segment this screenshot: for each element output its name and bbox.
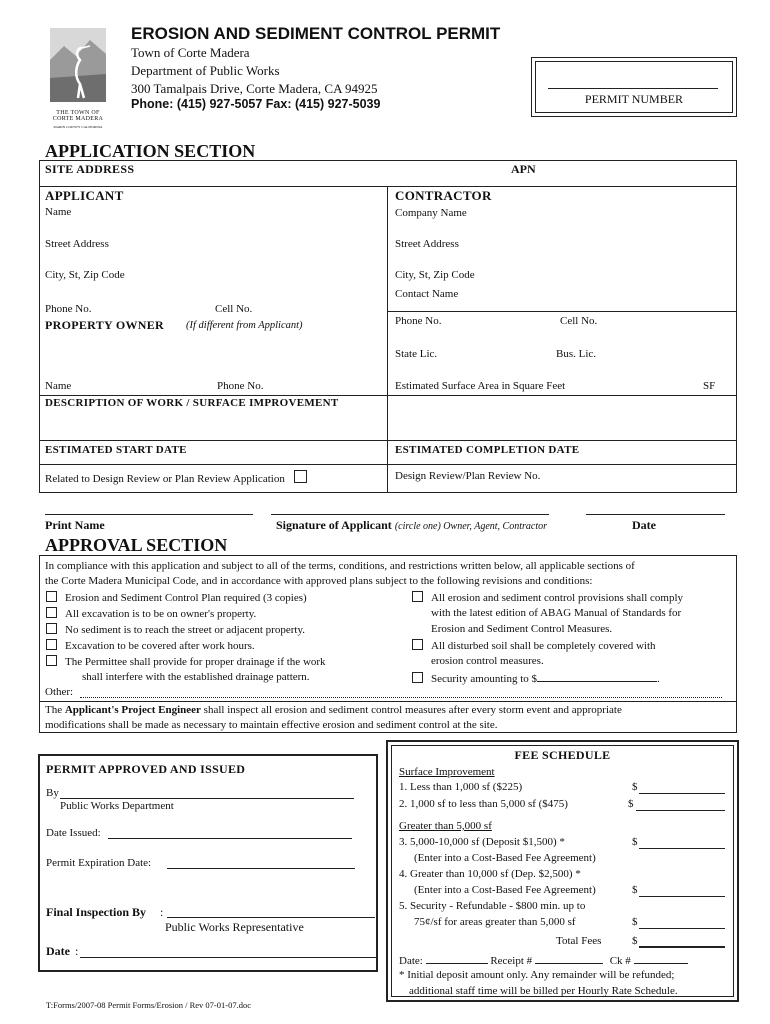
security-amount-field[interactable] [537, 671, 657, 682]
permit-number-box[interactable] [531, 57, 737, 117]
applicant-phone-label[interactable]: Phone No. [45, 303, 92, 315]
engineer-statement-2: modifications shall be made as necessary to maintain effective erosion and sediment control at the site. [45, 719, 498, 731]
apn-label[interactable]: APN [511, 162, 536, 176]
applicant-street-label[interactable]: Street Address [45, 238, 109, 250]
fee-item-4-field[interactable] [639, 896, 725, 897]
form-title: EROSION AND SEDIMENT CONTROL PERMIT [131, 24, 501, 43]
contractor-phone-label[interactable]: Phone No. [395, 315, 442, 327]
pwd-label: Public Works Department [60, 800, 174, 812]
contractor-city-label[interactable]: City, St, Zip Code [395, 269, 475, 281]
fee-item-3-note: (Enter into a Cost-Based Fee Agreement) [414, 852, 596, 864]
condition-checkbox[interactable] [46, 623, 57, 634]
form-file-path: T:Forms/2007-08 Permit Forms/Erosion / Rev 07-01-07.doc [46, 1000, 251, 1010]
final-date-label: Date [46, 944, 70, 958]
ck-label: Ck # [609, 955, 631, 967]
approval-section-heading: APPROVAL SECTION [45, 535, 228, 555]
surface-area-label[interactable]: Estimated Surface Area in Square Feet [395, 380, 566, 392]
condition-text: No sediment is to reach the street or adjacent property. [65, 624, 305, 636]
fee-item-3: 3. 5,000-10,000 sf (Deposit $1,500) * [399, 836, 565, 848]
logo-line3: MARIN COUNTY CALIFORNIA [53, 125, 103, 129]
fee-item-4-dollar: $ [632, 884, 638, 896]
condition-checkbox[interactable] [412, 639, 423, 650]
description-label[interactable]: DESCRIPTION OF WORK / SURFACE IMPROVEMENT [45, 397, 339, 409]
fee-item-1: 1. Less than 1,000 sf ($225) [399, 781, 523, 793]
date-issued-label: Date Issued: [46, 827, 101, 839]
left-condition-5[interactable] [46, 655, 326, 668]
applicant-label: APPLICANT [45, 188, 124, 203]
start-date-label[interactable]: ESTIMATED START DATE [45, 444, 187, 456]
fee-item-3-dollar: $ [632, 836, 638, 848]
engineer-bold: Applicant's Project Engineer [64, 704, 201, 716]
permit-approved-heading: PERMIT APPROVED AND ISSUED [46, 762, 246, 776]
fee-footnote-2: additional staff time will be billed per Hourly Rate Schedule. [409, 985, 678, 997]
related-review-checkbox[interactable] [294, 470, 307, 483]
right-condition-2[interactable] [412, 639, 656, 652]
left-condition-3[interactable] [46, 623, 305, 636]
contractor-cell-label[interactable]: Cell No. [560, 315, 598, 327]
other-field[interactable] [80, 697, 722, 698]
condition-text: All erosion and sediment control provisions shall comply [431, 592, 684, 604]
fee-item-3-field[interactable] [639, 848, 725, 849]
signature-label[interactable] [276, 518, 547, 533]
date-issued-field[interactable] [108, 838, 352, 839]
print-name-label[interactable]: Print Name [45, 518, 105, 532]
fee-item-5-line2: 75¢/sf for areas greater than 5,000 sf [414, 916, 576, 928]
condition-text: Excavation to be covered after work hours. [65, 640, 255, 652]
total-fees-field[interactable] [639, 946, 725, 948]
pw-rep-label: Public Works Representative [165, 920, 304, 934]
surface-improvement-label: Surface Improvement [399, 766, 495, 778]
left-condition-1[interactable] [46, 591, 307, 604]
site-address-label[interactable]: SITE ADDRESS [45, 162, 135, 176]
fee-date-label: Date: [399, 955, 423, 967]
fee-item-1-dollar: $ [632, 781, 638, 793]
sf-unit-label: SF [703, 380, 716, 392]
final-inspection-field[interactable] [167, 917, 375, 918]
fee-item-4-note: (Enter into a Cost-Based Fee Agreement) [414, 884, 596, 896]
condition-text: All disturbed soil shall be completely covered with [431, 640, 656, 652]
receipt-field[interactable] [535, 953, 603, 964]
bus-lic-label[interactable]: Bus. Lic. [556, 348, 597, 360]
fee-item-4: 4. Greater than 10,000 sf (Dep. $2,500) * [399, 868, 581, 880]
property-owner-label: PROPERTY OWNER [45, 318, 165, 332]
permit-number-label: PERMIT NUMBER [584, 92, 684, 106]
left-condition-2[interactable] [46, 607, 256, 620]
expiration-field[interactable] [167, 868, 355, 869]
final-inspection-label: Final Inspection By [46, 905, 147, 919]
signature-text: Signature of Applicant [276, 518, 392, 532]
greater-label: Greater than 5,000 sf [399, 820, 492, 832]
town-logo [46, 26, 110, 132]
owner-phone-label[interactable]: Phone No. [217, 380, 264, 392]
fee-item-5: 5. Security - Refundable - $800 min. up to [399, 900, 586, 912]
completion-date-label[interactable]: ESTIMATED COMPLETION DATE [395, 444, 580, 456]
approval-intro-2: the Corte Madera Municipal Code, and in accordance with approved plans subject to the following revisions and conditions: [45, 575, 593, 587]
fee-item-2-dollar: $ [628, 798, 634, 810]
condition-checkbox[interactable] [412, 591, 423, 602]
condition-checkbox[interactable] [46, 655, 57, 666]
right-condition-1-line2: with the latest edition of ABAG Manual of Standards for [431, 607, 682, 619]
by-label: By [46, 787, 59, 799]
fee-item-5-dollar: $ [632, 916, 638, 928]
right-condition-1[interactable] [412, 591, 683, 604]
department-name: Department of Public Works [131, 63, 280, 78]
final-date-field[interactable] [80, 957, 376, 958]
related-review-label [45, 470, 307, 485]
owner-name-label[interactable]: Name [45, 380, 72, 392]
fee-item-2: 2. 1,000 sf to less than 5,000 sf ($475) [399, 798, 568, 810]
condition-text: All excavation is to be on owner's property. [65, 608, 257, 620]
total-fees-dollar: $ [632, 935, 638, 947]
applicant-cell-label[interactable]: Cell No. [215, 303, 253, 315]
logo-line1: THE TOWN OF [56, 110, 100, 116]
expiration-label: Permit Expiration Date: [46, 857, 152, 869]
left-condition-4[interactable] [46, 639, 255, 652]
fee-footnote-1: * Initial deposit amount only. Any remainder will be refunded; [399, 969, 675, 981]
ck-field[interactable] [634, 953, 688, 964]
town-name: Town of Corte Madera [131, 45, 250, 60]
fee-item-1-field[interactable] [639, 793, 725, 794]
condition-checkbox[interactable] [46, 591, 57, 602]
contractor-label: CONTRACTOR [395, 188, 492, 203]
signature-role-note: (circle one) Owner, Agent, Contractor [394, 521, 548, 532]
final-inspection-colon: : [160, 905, 164, 919]
approval-intro-1: In compliance with this application and subject to all of the terms, conditions, and restrictions written below, all applicable sections of [45, 560, 635, 572]
logo-line2: CORTE MADERA [52, 116, 104, 122]
fee-date-field[interactable] [426, 953, 488, 964]
condition-text: The Permittee shall provide for proper drainage if the work [65, 656, 326, 668]
engineer-the: The [45, 704, 65, 716]
related-review-text: Related to Design Review or Plan Review Application [45, 473, 285, 485]
department-address: 300 Tamalpais Drive, Corte Madera, CA 94925 [131, 81, 378, 96]
fee-date-receipt-row [399, 953, 688, 967]
phone-fax: Phone: (415) 927-5057 Fax: (415) 927-5039 [131, 97, 381, 111]
contractor-company-label[interactable]: Company Name [395, 207, 467, 219]
condition-text: Erosion and Sediment Control Plan required (3 copies) [65, 592, 307, 604]
applicant-city-label[interactable]: City, St, Zip Code [45, 269, 125, 281]
fee-item-5-field[interactable] [639, 928, 725, 929]
review-no-label[interactable]: Design Review/Plan Review No. [395, 470, 541, 482]
contractor-contact-label[interactable]: Contact Name [395, 288, 459, 300]
state-lic-label[interactable]: State Lic. [395, 348, 438, 360]
other-label: Other: [45, 686, 74, 698]
condition-checkbox[interactable] [412, 672, 423, 683]
contractor-street-label[interactable]: Street Address [395, 238, 459, 250]
fee-schedule-heading: FEE SCHEDULE [514, 748, 611, 762]
right-condition-3[interactable]: Security amounting to $ . [412, 671, 660, 685]
left-condition-5-continuation: shall interfere with the established drainage pattern. [82, 671, 310, 683]
engineer-statement [45, 704, 622, 716]
right-condition-1-line3: Erosion and Sediment Control Measures. [431, 623, 613, 635]
condition-checkbox[interactable] [46, 607, 57, 618]
receipt-label: Receipt # [490, 955, 533, 967]
signature-date-label[interactable]: Date [632, 518, 656, 532]
engineer-rest: shall inspect all erosion and sediment control measures after every storm event and appropriate [200, 704, 622, 716]
total-fees-label: Total Fees [556, 935, 602, 947]
condition-text: Security amounting to $ [431, 673, 538, 685]
property-owner-note: (If different from Applicant) [186, 320, 303, 331]
right-condition-2-line2: erosion control measures. [431, 655, 544, 667]
condition-checkbox[interactable] [46, 639, 57, 650]
application-section-heading: APPLICATION SECTION [45, 141, 256, 161]
egret-logo-icon [46, 26, 110, 106]
applicant-name-label[interactable]: Name [45, 206, 72, 218]
final-date-colon: : [75, 944, 79, 958]
fee-item-2-field[interactable] [636, 810, 725, 811]
by-field[interactable] [60, 798, 354, 799]
